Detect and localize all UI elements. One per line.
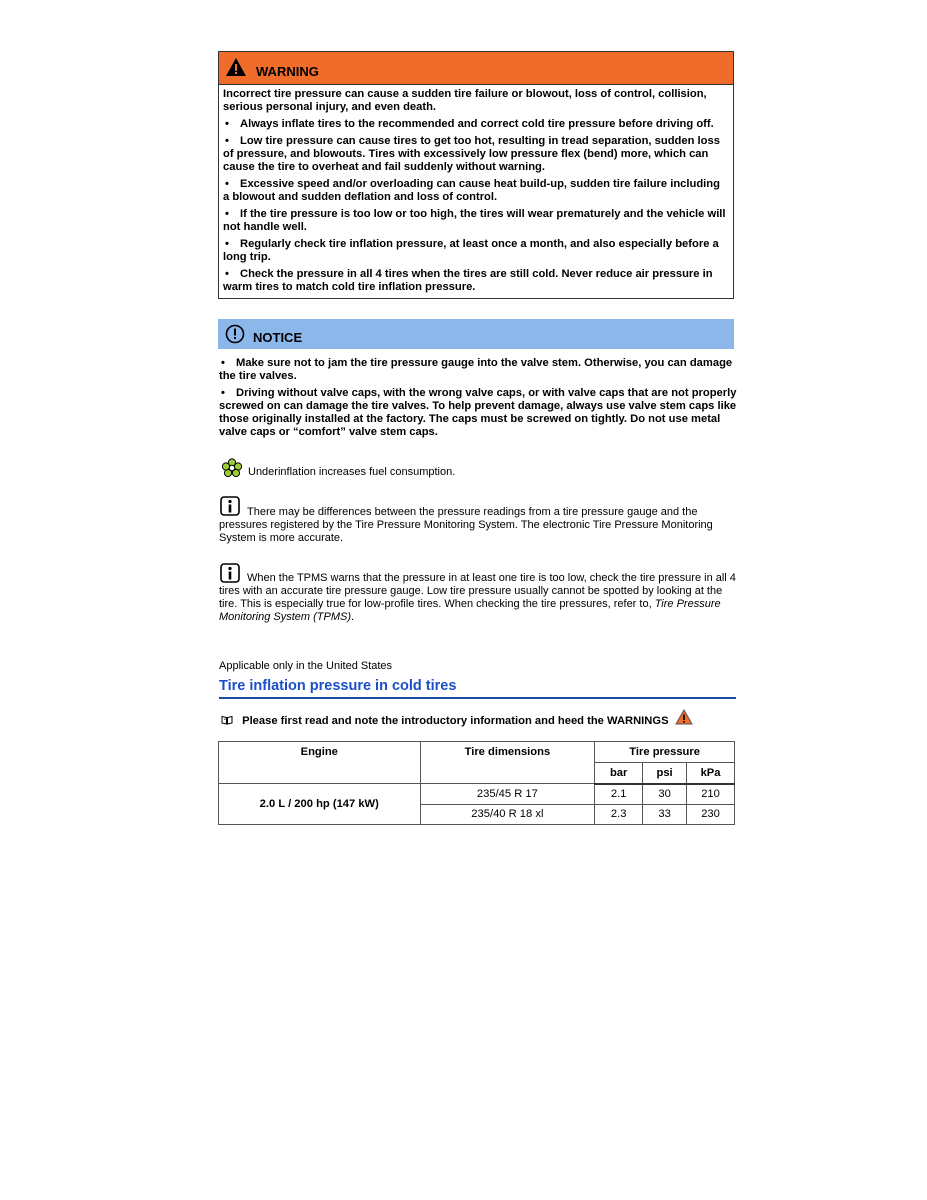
- dimension-cell: 235/45 R 17: [420, 784, 595, 805]
- warning-bullet: • Regularly check tire inflation pressure, at least once a month, and also especially before a long trip.: [223, 238, 719, 263]
- book-icon: [221, 715, 233, 725]
- psi-cell: 30: [643, 784, 687, 805]
- warning-body: [219, 85, 733, 298]
- warning-bullet: • Excessive speed and/or overloading can cause heat build-up, sudden tire failure including a blowout and sudden deflation and loss of control.: [223, 178, 720, 203]
- engine-cell: 2.0 L / 200 hp (147 kW): [219, 784, 421, 825]
- warning-bullet: • Always inflate tires to the recommended and correct cold tire pressure before driving off.: [225, 118, 714, 130]
- warning-triangle-icon: [225, 57, 247, 77]
- read-first-text: Please first read and note the introductory information and heed the WARNINGS: [242, 715, 669, 727]
- warning-triangle-icon[interactable]: [675, 709, 693, 725]
- notice-exclamation-icon: [225, 324, 245, 344]
- tpms-reference[interactable]: Tire Pressure Monitoring System (TPMS): [219, 598, 721, 623]
- warning-box: [218, 51, 734, 299]
- notice-title: NOTICE: [253, 330, 303, 345]
- warning-bullet: • Low tire pressure can cause tires to get too hot, resulting in tread separation, sudden loss of pressure, and blowouts. Tires with excessively low pressure flex (bend) more, which can cause the tire to overheat and fail suddenly without warning.: [223, 135, 720, 173]
- notice-header: [218, 319, 734, 349]
- eco-note: Underinflation increases fuel consumption.: [248, 466, 456, 478]
- warning-title: WARNING: [256, 64, 319, 79]
- table-row: [219, 784, 735, 805]
- warning-bullet: • If the tire pressure is too low or too high, the tires will wear prematurely and the vehicle will not handle well.: [223, 208, 726, 233]
- kpa-cell: 210: [687, 784, 735, 805]
- header-kpa: kPa: [687, 763, 735, 784]
- notice-bullet: • Driving without valve caps, with the wrong valve caps, or with valve caps that are not properly screwed on can damage the tire valves. To help prevent damage, always use valve stem caps like those originally installed at the factory. The caps must be screwed on tightly. Do not use metal valve caps or “comfort” valve stem caps.: [219, 387, 737, 438]
- header-engine: Engine: [219, 742, 421, 784]
- warning-bullet: • Check the pressure in all 4 tires when the tires are still cold. Never reduce air pressure in warm tires to match cold tire inflation pressure.: [223, 268, 713, 293]
- bar-cell: 2.3: [595, 804, 643, 824]
- read-first-line: [221, 709, 693, 727]
- eco-flower-icon: [221, 458, 243, 478]
- header-tire-dimensions: Tire dimensions: [420, 742, 595, 784]
- warning-header: [219, 52, 733, 85]
- notice-body: [219, 357, 737, 443]
- info-note-text: When the TPMS warns that the pressure in at least one tire is too low, check the tire pressure in all 4 tires with an accurate tire pressure gauge. Low tire pressure usually cannot be spotted by looking at the tire. This is especially true for low-profile tires. When checking the tire pressures, refer to, Tire Pressure Monitoring System (TPMS).: [219, 572, 736, 623]
- bar-cell: 2.1: [595, 784, 643, 805]
- warning-intro: Incorrect tire pressure can cause a sudden tire failure or blowout, loss of control, collision, serious personal injury, and even death.: [223, 88, 707, 113]
- header-bar: bar: [595, 763, 643, 784]
- applicability-note: Applicable only in the United States: [219, 660, 393, 672]
- section-title: Tire inflation pressure in cold tires: [219, 678, 736, 699]
- kpa-cell: 230: [687, 804, 735, 824]
- notice-bullet: • Make sure not to jam the tire pressure gauge into the valve stem. Otherwise, you can damage the tire valves.: [219, 357, 733, 382]
- header-tire-pressure: Tire pressure: [595, 742, 735, 763]
- header-psi: psi: [643, 763, 687, 784]
- info-note-text: There may be differences between the pressure readings from a tire pressure gauge and the pressures registered by the Tire Pressure Monitoring System. The electronic Tire Pressure Monitoring System is more accurate.: [219, 506, 713, 544]
- dimension-cell: 235/40 R 18 xl: [420, 804, 595, 824]
- psi-cell: 33: [643, 804, 687, 824]
- tire-pressure-table: [218, 741, 735, 825]
